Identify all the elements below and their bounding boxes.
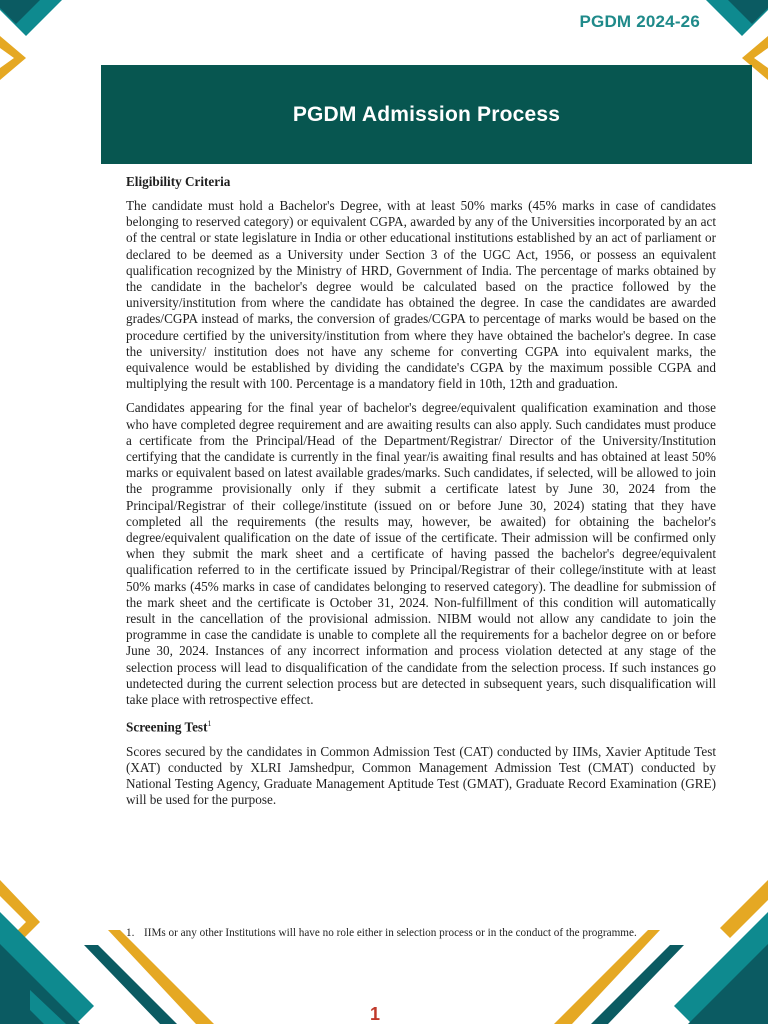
top-left-gold-chevron <box>0 36 26 80</box>
program-label: PGDM 2024-26 <box>579 12 700 31</box>
eligibility-paragraph-1: The candidate must hold a Bachelor's Degree, with at least 50% marks (45% marks in case of candidates belonging to reserved category) or equivalent CGPA, awarded by any of the Universities incorporated by an act of the central or state legislature in India or other educational institutions established by an act of parliament or declared to be deemed as a University under Section 3 of the UGC Act, 1956, or possess an equivalent qualification recognized by the Ministry of HRD, Government of India. The percentage of marks obtained by the candidate in the bachelor's degree would be calculated based on the practice followed by the university/institution from where the candidate has obtained the degree. In case the candidates are awarded grades/CGPA instead of marks, the conversion of grades/CGPA to percentage of marks would be based on the procedure certified by the university/institution from where they have obtained the bachelor's degree. In case the university/ institution does not have any scheme for converting CGPA into equivalent marks, the equivalence would be established by dividing the candidate's CGPA by the maximum possible CGPA and multiplying the result with 100. Percentage is a mandatory field in 10th, 12th and graduation. <box>126 198 716 392</box>
footnote-marker: 1 <box>207 719 212 729</box>
screening-paragraph: Scores secured by the candidates in Common Admission Test (CAT) conducted by IIMs, Xavier Aptitude Test (XAT) conducted by XLRI Jamshedpur, Common Management Admission Test (CMAT) conducted by National Testing Agency, Graduate Management Aptitude Test (GMAT), Graduate Record Examination (GRE) will be used for the purpose. <box>126 743 716 808</box>
title-banner <box>101 65 752 164</box>
page-title: PGDM Admission Process <box>292 102 561 126</box>
eligibility-paragraph-2: Candidates appearing for the final year of bachelor's degree/equivalent qualification examination and those who have completed degree requirement and are awaiting results can also apply. Such candidates must produce a certificate from the Principal/Head of the Department/Registrar/ Director of the University/Institution certifying that the candidate is currently in the final year/is awaiting final results and has obtained at least 50% marks or equivalent based on latest available grades/marks. Such candidates, if selected, will be allowed to join the programme provisionally only if they submit a certificate latest by June 30, 2024 from the Principal/Registrar of their college/institute (issued on or before June 30, 2024) stating that they have completed all the requirements (the results may, however, be awaited) for obtaining the bachelor's degree/equivalent qualification on the date of issue of the certificate. Their admission will be confirmed only when they submit the mark sheet and a certificate of having passed the bachelor's degree/equivalent qualification referred to in the certificate issued by Principal/Registrar of their college/institute with at least 50% marks (45% marks in case of candidates belonging to reserved category). The deadline for submission of the mark sheet and the certificate is October 31, 2024. Non-fulfillment of this condition will automatically result in the cancellation of the provisional admission. NIBM would not allow any candidate to join the programme in case the candidate is unable to complete all the requirements for a bachelor degree on or before June 30, 2024. Instances of any incorrect information and process violation detected at any stage of the selection process will lead to disqualification of the candidate from the selection process. If such instances go undetected during the current selection process but are detected in subsequent years, such disqualification will take place with retrospective effect. <box>126 400 716 708</box>
screening-heading-text: Screening Test <box>126 719 208 735</box>
page-number: 1 <box>370 1004 381 1024</box>
screening-heading <box>126 716 716 735</box>
eligibility-heading: Eligibility Criteria <box>126 174 231 189</box>
footnote-number: 1. <box>126 927 135 939</box>
footnote-text: IIMs or any other Institutions will have no role either in selection process or in the conduct of the programme. <box>144 927 637 939</box>
main-content <box>126 174 716 817</box>
footnote <box>126 926 656 941</box>
